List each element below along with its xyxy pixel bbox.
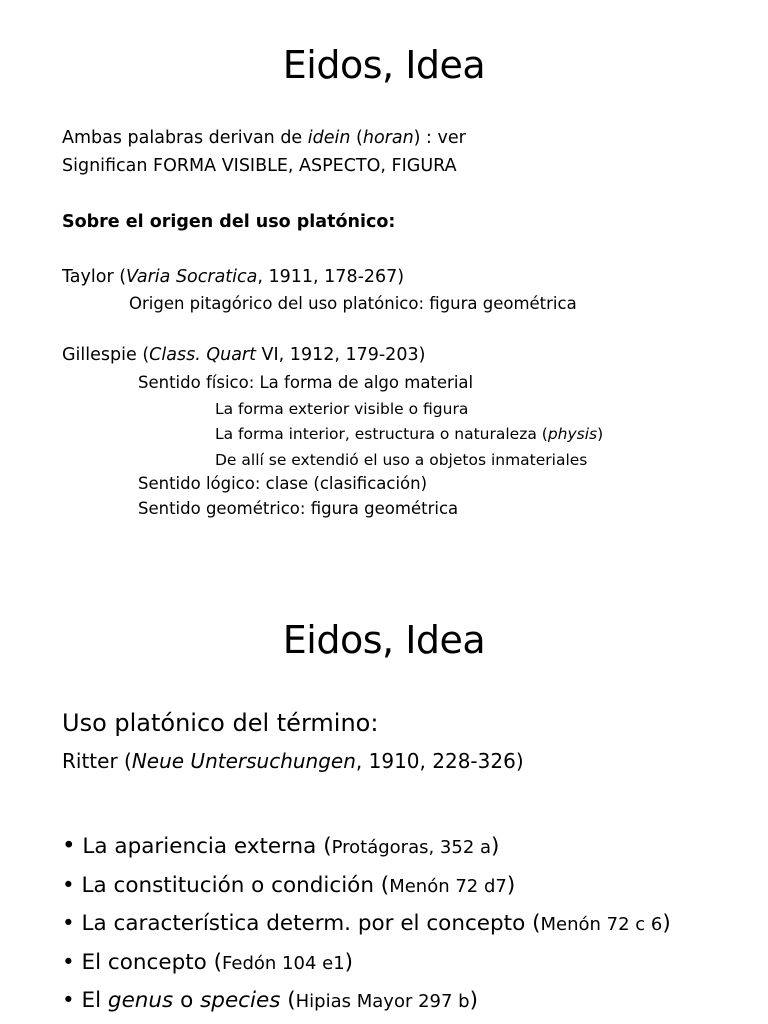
- taylor-ref: [62, 267, 404, 287]
- ritter-text: , 1910, 228-326): [355, 749, 524, 773]
- bullet-apariencia: [62, 833, 499, 859]
- bullet-text: ): [491, 834, 500, 859]
- bullet-text: ): [344, 950, 354, 975]
- objetos-inmateriales: De allí se extendió el uso a objetos inmateriales: [215, 451, 588, 469]
- bullet-dot: •: [62, 833, 76, 859]
- gillespie-work: Class. Quart: [149, 345, 256, 365]
- sentido-geometrico: Sentido geométrico: figura geométrica: [138, 499, 459, 518]
- bullet-text: o: [173, 988, 201, 1013]
- species-term: species: [200, 988, 281, 1013]
- intro-line-2: Significan FORMA VISIBLE, ASPECTO, FIGURA: [62, 156, 457, 176]
- intro-text: ) : ver: [413, 128, 466, 148]
- slide2-subtitle: Uso platónico del término:: [62, 709, 379, 737]
- taylor-text: , 1911, 178-267): [257, 267, 405, 287]
- bullet-text: La característica determ. por el concepto (: [74, 911, 541, 936]
- bullet-constitucion: [62, 873, 515, 898]
- physis-term: physis: [547, 425, 598, 443]
- gillespie-text: Gillespie (: [62, 345, 150, 365]
- bullet-dot: •: [62, 950, 75, 975]
- ritter-ref: [62, 749, 524, 773]
- forma-interior-text: La forma interior, estructura o naturaleza (: [215, 425, 548, 443]
- bullet-concepto: [62, 950, 353, 975]
- forma-interior: [215, 425, 603, 443]
- gillespie-ref: [62, 345, 425, 365]
- bullet-dot: •: [62, 988, 75, 1013]
- sentido-logico: Sentido lógico: clase (clasificación): [138, 474, 428, 493]
- origin-heading: Sobre el origen del uso platónico:: [62, 212, 396, 232]
- bullet-source: Fedón 104 e1: [222, 953, 345, 974]
- genus-term: genus: [107, 988, 174, 1013]
- bullet-source: Hipias Mayor 297 b: [295, 991, 470, 1012]
- bullet-text: ): [469, 988, 478, 1013]
- slide1-title: Eidos, Idea: [282, 43, 486, 87]
- bullet-source: Protágoras, 352 a: [331, 837, 492, 858]
- bullet-genus-species: [62, 988, 478, 1013]
- taylor-text: Taylor (: [62, 267, 127, 287]
- ritter-text: Ritter (: [62, 749, 132, 773]
- intro-text: (: [350, 128, 363, 148]
- bullet-text: El concepto (: [74, 950, 223, 975]
- ritter-work: Neue Untersuchungen: [131, 749, 356, 773]
- slide2-title: Eidos, Idea: [282, 618, 486, 662]
- intro-text: Ambas palabras derivan de: [62, 128, 308, 148]
- taylor-work: Varia Socratica: [126, 267, 258, 287]
- bullet-source: Menón 72 c 6: [540, 914, 663, 935]
- bullet-text: ): [506, 873, 516, 898]
- gillespie-text: VI, 1912, 179-203): [255, 345, 426, 365]
- idein-term: idein: [307, 128, 351, 148]
- bullet-text: ): [662, 911, 671, 936]
- bullet-text: El: [74, 988, 108, 1013]
- forma-interior-text: ): [597, 425, 604, 443]
- bullet-source: Menón 72 d7: [389, 876, 507, 897]
- bullet-text: (: [280, 988, 296, 1013]
- bullet-dot: •: [62, 911, 75, 936]
- forma-exterior: La forma exterior visible o figura: [215, 400, 469, 418]
- bullet-text: La constitución o condición (: [74, 873, 390, 898]
- horan-term: horan: [362, 128, 414, 148]
- sentido-fisico: Sentido físico: La forma de algo material: [138, 373, 474, 392]
- intro-line-1: [62, 128, 466, 148]
- taylor-note: Origen pitagórico del uso platónico: figura geométrica: [129, 294, 577, 313]
- bullet-caracteristica: [62, 911, 671, 936]
- bullet-dot: •: [62, 873, 75, 898]
- bullet-text: La apariencia externa (: [75, 834, 332, 859]
